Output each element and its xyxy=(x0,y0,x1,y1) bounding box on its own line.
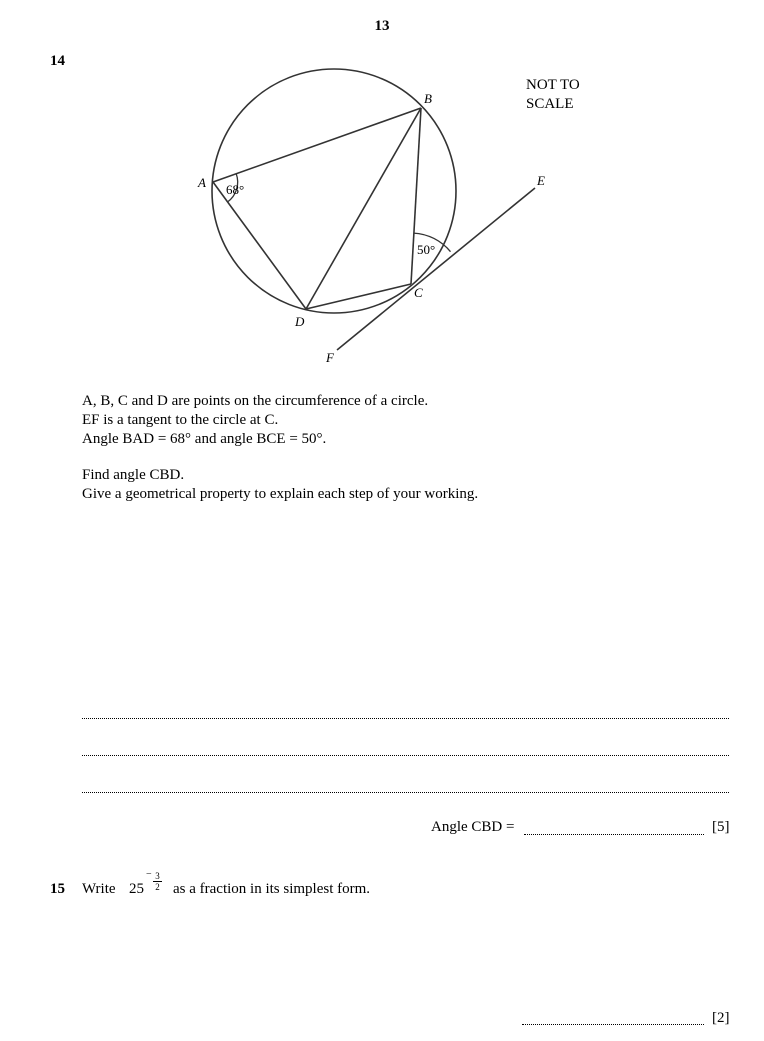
question-14-statement xyxy=(82,392,428,449)
statement-line-3: Angle BAD = 68° and angle BCE = 50°. xyxy=(82,431,327,447)
not-to-scale-note xyxy=(526,76,580,114)
working-line-1[interactable] xyxy=(82,718,729,719)
marks-q14: [5] xyxy=(712,819,730,835)
label-a: A xyxy=(198,175,206,190)
label-f: F xyxy=(326,350,334,365)
chord-bc xyxy=(411,108,421,284)
working-line-3[interactable] xyxy=(82,792,729,793)
q15-exp-numerator: 3 xyxy=(155,871,160,881)
tangent-ef xyxy=(337,188,535,350)
angle-label-c: 50° xyxy=(417,242,436,257)
working-line-2[interactable] xyxy=(82,755,729,756)
marks-q15: [2] xyxy=(712,1010,730,1026)
answer-line-q15[interactable] xyxy=(522,1024,704,1025)
answer-label-cbd: Angle CBD = xyxy=(431,819,515,835)
chord-ab xyxy=(213,108,421,182)
chord-ad xyxy=(213,182,306,309)
label-c: C xyxy=(414,285,423,300)
question-15-number: 15 xyxy=(50,881,65,897)
label-e: E xyxy=(537,173,545,188)
question-14-task xyxy=(82,466,478,504)
answer-line-cbd[interactable] xyxy=(524,834,704,835)
task-line-2: Give a geometrical property to explain each step of your working. xyxy=(82,486,479,502)
q15-base: 25 xyxy=(129,881,144,897)
q15-exp-denominator: 2 xyxy=(155,882,160,892)
question-14-number: 14 xyxy=(50,53,65,69)
task-line-1: Find angle CBD. xyxy=(82,467,185,483)
label-b: B xyxy=(424,91,432,106)
chord-bd xyxy=(306,108,421,309)
circle xyxy=(212,69,456,313)
page-number: 13 xyxy=(374,18,390,34)
not-to-scale-line-2: SCALE xyxy=(526,96,574,112)
statement-line-2: EF is a tangent to the circle at C. xyxy=(82,412,279,428)
q15-exp-sign: − xyxy=(146,869,152,880)
circle-diagram xyxy=(0,0,764,380)
q15-suffix: as a fraction in its simplest form. xyxy=(173,881,371,897)
q15-prefix: Write xyxy=(82,881,116,897)
not-to-scale-line-1: NOT TO xyxy=(526,77,580,93)
statement-line-1: A, B, C and D are points on the circumference of a circle. xyxy=(82,393,429,409)
label-d: D xyxy=(295,314,305,329)
angle-label-a: 68° xyxy=(226,182,245,197)
